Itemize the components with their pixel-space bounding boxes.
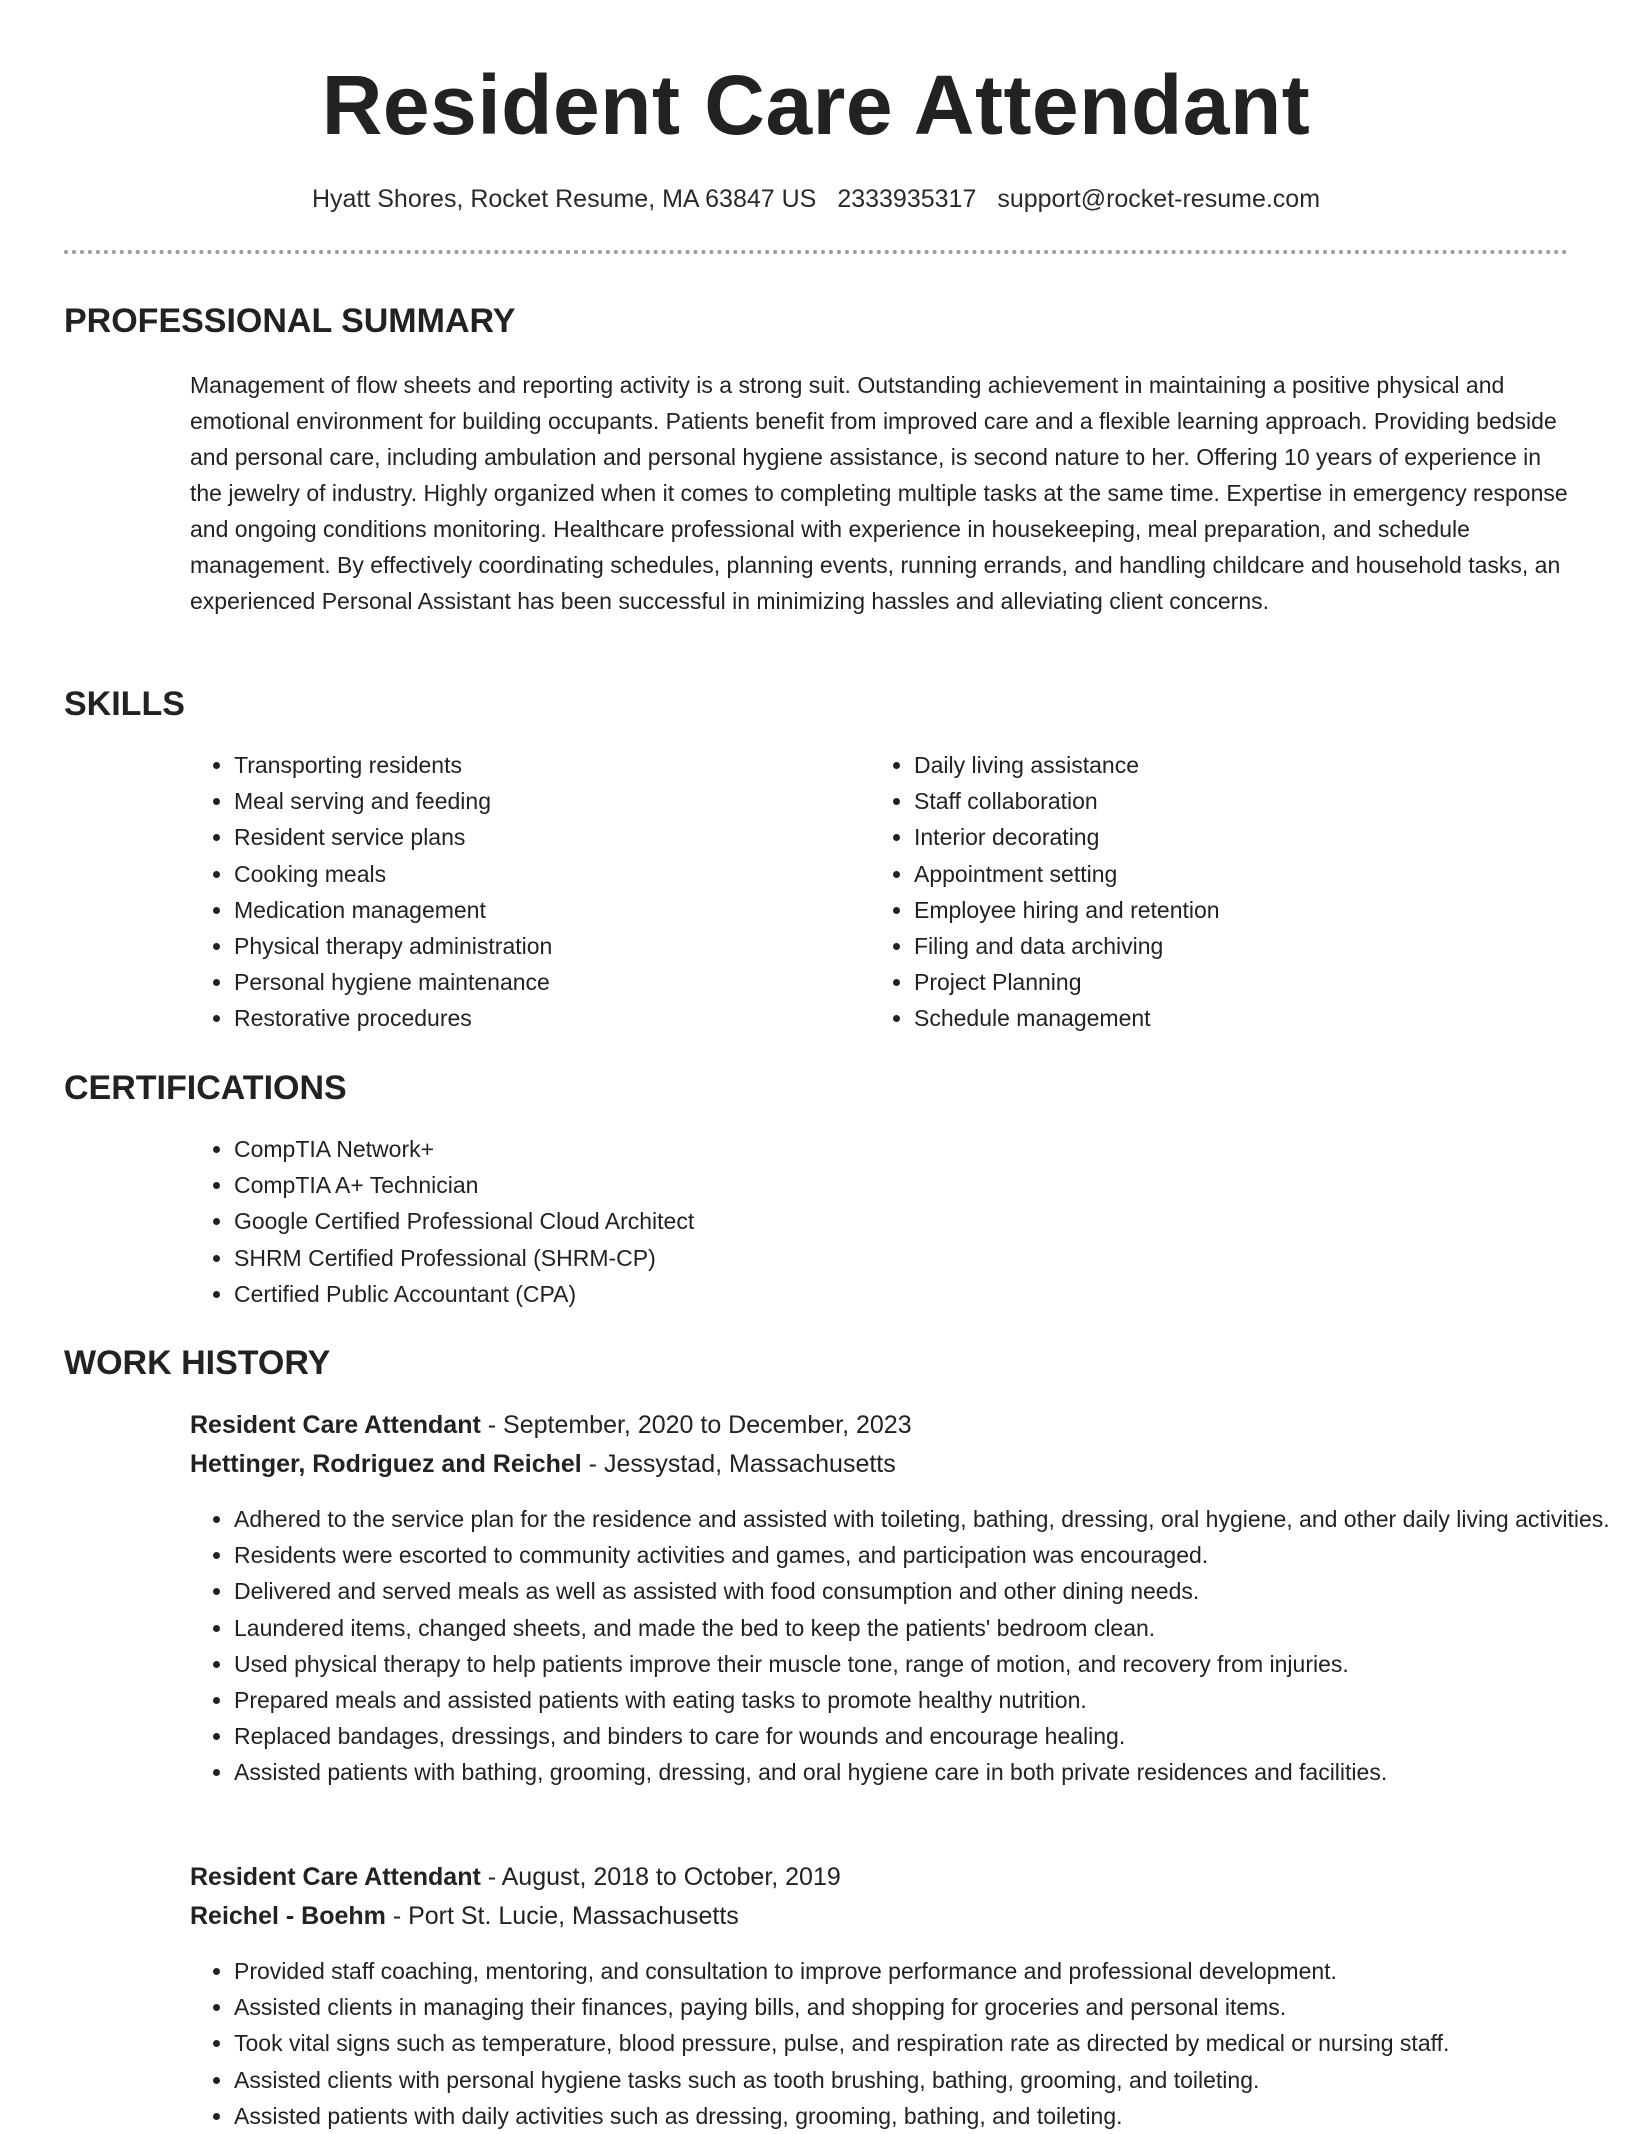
job-company-line xyxy=(190,1445,896,1484)
job-bullet: • Assisted patients with bathing, grooming, dressing, and oral hygiene care in both private residences and facilities. xyxy=(234,1754,1614,1790)
job-title: Resident Care Attendant xyxy=(190,1863,481,1891)
job-bullet: • Laundered items, changed sheets, and made the bed to keep the patients' bedroom clean. xyxy=(234,1610,1614,1646)
skill-item: • Staff collaboration xyxy=(914,783,1514,819)
job-bullet: • Assisted patients with daily activities such as dressing, grooming, bathing, and toileting. xyxy=(234,2098,1614,2134)
job-bullet: • Used physical therapy to help patients improve their muscle tone, range of motion, and recovery from injuries. xyxy=(234,1646,1614,1682)
skill-item: • Schedule management xyxy=(914,1000,1514,1036)
job-dates: - September, 2020 to December, 2023 xyxy=(480,1411,912,1439)
skills-heading: SKILLS xyxy=(64,685,185,723)
skill-item: • Personal hygiene maintenance xyxy=(234,964,834,1000)
job-bullet: • Provided staff coaching, mentoring, and consultation to improve performance and professional development. xyxy=(234,1953,1614,1989)
job-bullet: • Prepared meals and assisted patients with eating tasks to promote healthy nutrition. xyxy=(234,1682,1614,1718)
contact-email: support@rocket-resume.com xyxy=(997,185,1321,213)
job-title-line xyxy=(190,1406,912,1445)
job-bullet: • Adhered to the service plan for the residence and assisted with toileting, bathing, dressing, oral hygiene, and other daily living activities. xyxy=(234,1501,1614,1537)
job-title-line xyxy=(190,1858,841,1897)
job-location: - Jessystad, Massachusetts xyxy=(581,1450,896,1478)
skill-item: • Medication management xyxy=(234,892,834,928)
certification-item: • CompTIA Network+ xyxy=(234,1131,1534,1167)
contact-line xyxy=(0,180,1632,218)
job-company: Reichel - Boehm xyxy=(190,1902,386,1930)
job-bullets xyxy=(190,1953,1614,2134)
job-dates: - August, 2018 to October, 2019 xyxy=(480,1863,841,1891)
job-bullet: • Assisted clients with personal hygiene tasks such as tooth brushing, bathing, grooming, and toileting. xyxy=(234,2062,1614,2098)
certification-item: • SHRM Certified Professional (SHRM-CP) xyxy=(234,1240,1534,1276)
job-bullet: • Took vital signs such as temperature, blood pressure, pulse, and respiration rate as directed by medical or nursing staff. xyxy=(234,2025,1614,2061)
skill-item: • Daily living assistance xyxy=(914,747,1514,783)
certifications-list xyxy=(190,1131,1534,1312)
job-location: - Port St. Lucie, Massachusetts xyxy=(385,1902,739,1930)
skill-item: • Filing and data archiving xyxy=(914,928,1514,964)
skill-item: • Transporting residents xyxy=(234,747,834,783)
skills-list-right xyxy=(870,747,1514,1037)
skill-item: • Interior decorating xyxy=(914,819,1514,855)
header-divider xyxy=(64,250,1568,254)
certification-item: • Certified Public Accountant (CPA) xyxy=(234,1276,1534,1312)
summary-heading: PROFESSIONAL SUMMARY xyxy=(64,302,516,340)
skill-item: • Employee hiring and retention xyxy=(914,892,1514,928)
certification-item: • Google Certified Professional Cloud Architect xyxy=(234,1203,1534,1239)
job-bullet: • Replaced bandages, dressings, and binders to care for wounds and encourage healing. xyxy=(234,1718,1614,1754)
job-company: Hettinger, Rodriguez and Reichel xyxy=(190,1450,582,1478)
job-title: Resident Care Attendant xyxy=(190,1411,481,1439)
skill-item: • Physical therapy administration xyxy=(234,928,834,964)
contact-phone: 2333935317 xyxy=(837,185,977,213)
skill-item: • Restorative procedures xyxy=(234,1000,834,1036)
resume-name: Resident Care Attendant xyxy=(321,58,1311,152)
summary-text: Management of flow sheets and reporting activity is a strong suit. Outstanding achievement in maintaining a positive physical and emotional environment for building occupants. Patients benefit from improved care and a flexible learning approach. Providing bedside and personal care, including ambulation and personal hygiene assistance, is second nature to her. Offering 10 years of experience in the jewelry of industry. Highly organized when it comes to completing multiple tasks at the same time. Expertise in emergency response and ongoing conditions monitoring. Healthcare professional with experience in housekeeping, meal preparation, and schedule management. By effectively coordinating schedules, planning events, running errands, and handling childcare and household tasks, an experienced Personal Assistant has been successful in minimizing hassles and alleviating client concerns. xyxy=(190,372,1568,614)
skills-list-left xyxy=(190,747,834,1037)
contact-address: Hyatt Shores, Rocket Resume, MA 63847 US xyxy=(311,185,817,213)
job-bullet: • Delivered and served meals as well as assisted with food consumption and other dining needs. xyxy=(234,1573,1614,1609)
skill-item: • Appointment setting xyxy=(914,856,1514,892)
job-bullet: • Residents were escorted to community activities and games, and participation was encouraged. xyxy=(234,1537,1614,1573)
skill-item: • Cooking meals xyxy=(234,856,834,892)
job-company-line xyxy=(190,1897,739,1936)
job-bullets xyxy=(190,1501,1614,1791)
job-bullet: • Assisted clients in managing their finances, paying bills, and shopping for groceries and personal items. xyxy=(234,1989,1614,2025)
certification-item: • CompTIA A+ Technician xyxy=(234,1167,1534,1203)
certifications-heading: CERTIFICATIONS xyxy=(64,1069,347,1107)
skill-item: • Project Planning xyxy=(914,964,1514,1000)
skill-item: • Resident service plans xyxy=(234,819,834,855)
work-heading: WORK HISTORY xyxy=(64,1344,331,1382)
skill-item: • Meal serving and feeding xyxy=(234,783,834,819)
